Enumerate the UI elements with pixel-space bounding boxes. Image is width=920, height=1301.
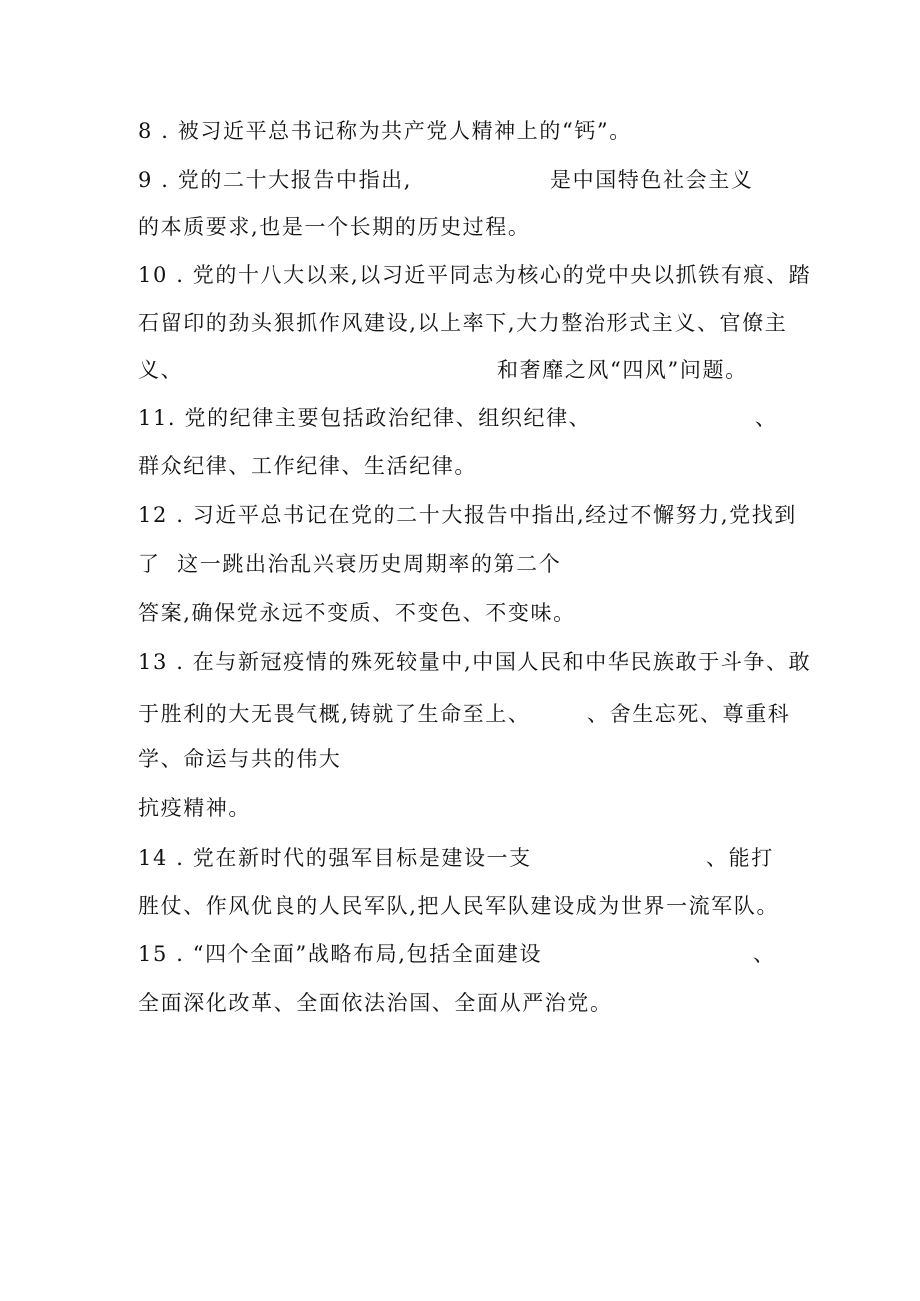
- question-9-line-1-after-blank: 是中国特色社会主义: [550, 168, 754, 192]
- question-10-line-3-after-blank: 和奢靡之风“四风”问题。: [497, 358, 748, 382]
- question-10-line-2: 石留印的劲头狠抓作风建设,以上率下,大力整治形式主义、官僚主: [138, 311, 788, 335]
- question-13-line-2: 于胜利的大无畏气概,铸就了生命至上、: [138, 702, 531, 726]
- question-15-line-2: 全面深化改革、全面依法治国、全面从严治党。: [138, 991, 613, 1015]
- question-12-line-3: 答案,确保党永远不变质、不变色、不变味。: [138, 601, 576, 625]
- question-12-line-1: 12 . 习近平总书记在党的二十大报告中指出,经过不懈努力,党找到: [138, 503, 797, 527]
- question-10-line-3: 义、: [138, 358, 184, 382]
- question-10-line-1: 10 . 党的十八大以来,以习近平同志为核心的党中央以抓铁有痕、踏: [138, 263, 812, 287]
- question-11-line-2: 群众纪律、工作纪律、生活纪律。: [138, 454, 477, 478]
- question-15-line-1-after-blank: 、: [753, 942, 776, 966]
- question-14-line-2: 胜仗、作风优良的人民军队,把人民军队建设成为世界一流军队。: [138, 894, 780, 918]
- question-9-line-2: 的本质要求,也是一个长期的历史过程。: [138, 215, 531, 239]
- question-8-line-1: 8 . 被习近平总书记称为共产党人精神上的“钙”。: [138, 119, 632, 143]
- question-11-line-1-after-blank: 、: [755, 406, 778, 430]
- question-13-line-3: 学、命运与共的伟大: [138, 747, 342, 771]
- question-13-line-4: 抗疫精神。: [138, 796, 251, 820]
- question-12-line-2: 了 这一跳出治乱兴衰历史周期率的第二个: [138, 552, 562, 576]
- question-14-line-1-after-blank: 、能打: [706, 846, 774, 870]
- question-15-line-1: 15 . “四个全面”战略布局,包括全面建设: [138, 942, 543, 966]
- question-14-line-1: 14 . 党在新时代的强军目标是建设一支: [138, 846, 532, 870]
- question-13-line-1: 13 . 在与新冠疫情的殊死较量中,中国人民和中华民族敢于斗争、敢: [138, 650, 812, 674]
- question-9-line-1: 9 . 党的二十大报告中指出,: [138, 168, 413, 192]
- question-11-line-1: 11. 党的纪律主要包括政治纪律、组织纪律、: [138, 406, 592, 430]
- question-13-line-2-after-blank: 、舍生忘死、尊重科: [587, 702, 791, 726]
